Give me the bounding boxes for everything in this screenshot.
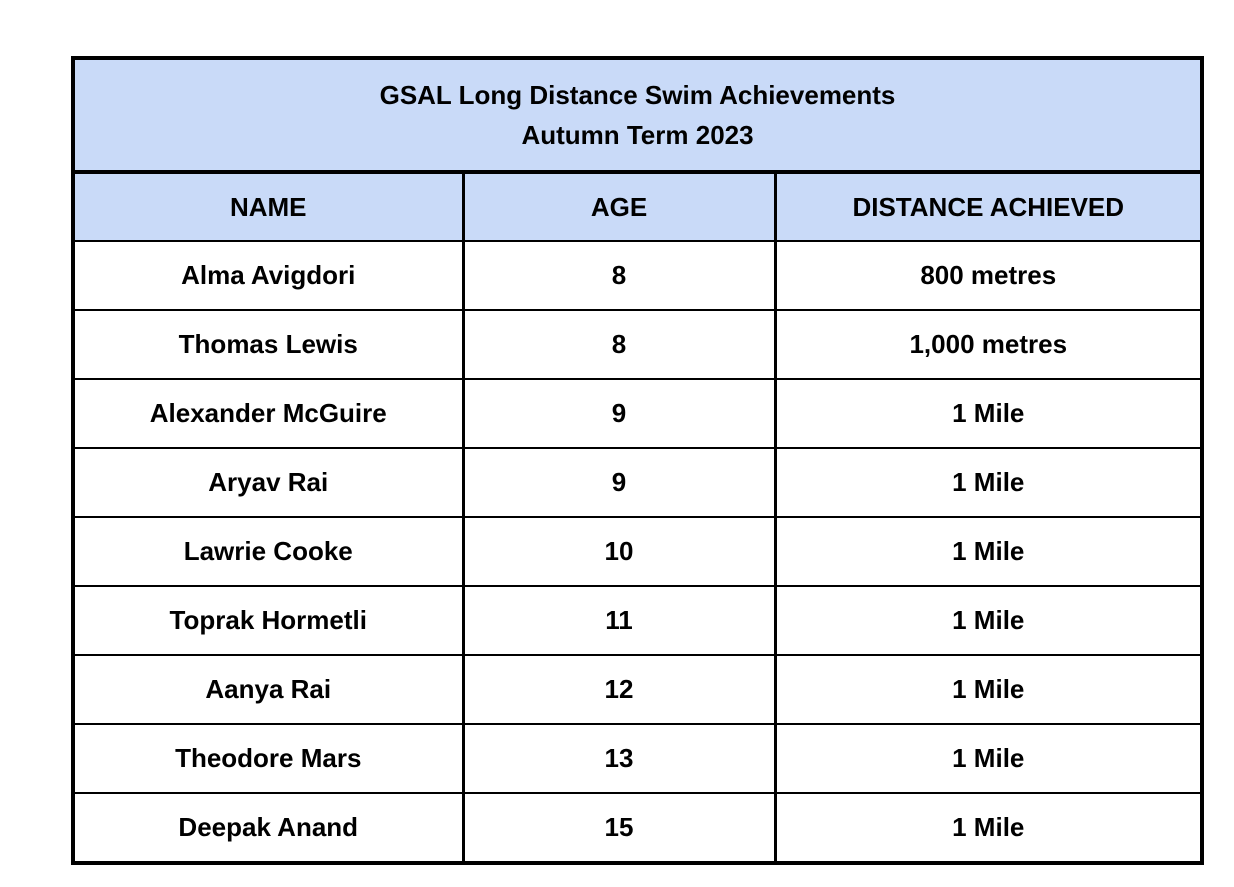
cell-age: 15: [463, 793, 775, 863]
title-line-2: Autumn Term 2023: [521, 120, 754, 150]
table-row: [73, 793, 1202, 863]
cell-distance: 1,000 metres: [775, 310, 1202, 379]
cell-age: 9: [463, 379, 775, 448]
achievements-table: [71, 56, 1204, 865]
table-row: [73, 586, 1202, 655]
table-body: [73, 241, 1202, 863]
table-row: [73, 448, 1202, 517]
table-title: [73, 58, 1202, 172]
cell-name: Aryav Rai: [73, 448, 463, 517]
cell-name: Theodore Mars: [73, 724, 463, 793]
column-header-row: [73, 172, 1202, 241]
cell-distance: 800 metres: [775, 241, 1202, 310]
title-line-1: GSAL Long Distance Swim Achievements: [379, 80, 896, 110]
cell-name: Deepak Anand: [73, 793, 463, 863]
cell-distance: 1 Mile: [775, 655, 1202, 724]
cell-age: 12: [463, 655, 775, 724]
cell-name: Toprak Hormetli: [73, 586, 463, 655]
cell-age: 8: [463, 241, 775, 310]
cell-distance: 1 Mile: [775, 724, 1202, 793]
table-row: [73, 310, 1202, 379]
cell-age: 9: [463, 448, 775, 517]
cell-age: 10: [463, 517, 775, 586]
cell-distance: 1 Mile: [775, 448, 1202, 517]
cell-age: 13: [463, 724, 775, 793]
cell-distance: 1 Mile: [775, 586, 1202, 655]
table-row: [73, 655, 1202, 724]
table-row: [73, 724, 1202, 793]
cell-age: 11: [463, 586, 775, 655]
cell-name: Thomas Lewis: [73, 310, 463, 379]
title-row: [73, 58, 1202, 172]
column-header-age: AGE: [463, 172, 775, 241]
cell-distance: 1 Mile: [775, 379, 1202, 448]
table-row: [73, 379, 1202, 448]
column-header-distance: DISTANCE ACHIEVED: [775, 172, 1202, 241]
cell-name: Lawrie Cooke: [73, 517, 463, 586]
cell-distance: 1 Mile: [775, 517, 1202, 586]
column-header-name: NAME: [73, 172, 463, 241]
cell-distance: 1 Mile: [775, 793, 1202, 863]
cell-name: Aanya Rai: [73, 655, 463, 724]
table-row: [73, 517, 1202, 586]
cell-age: 8: [463, 310, 775, 379]
achievements-table-wrapper: [71, 56, 1200, 865]
table-row: [73, 241, 1202, 310]
cell-name: Alma Avigdori: [73, 241, 463, 310]
cell-name: Alexander McGuire: [73, 379, 463, 448]
